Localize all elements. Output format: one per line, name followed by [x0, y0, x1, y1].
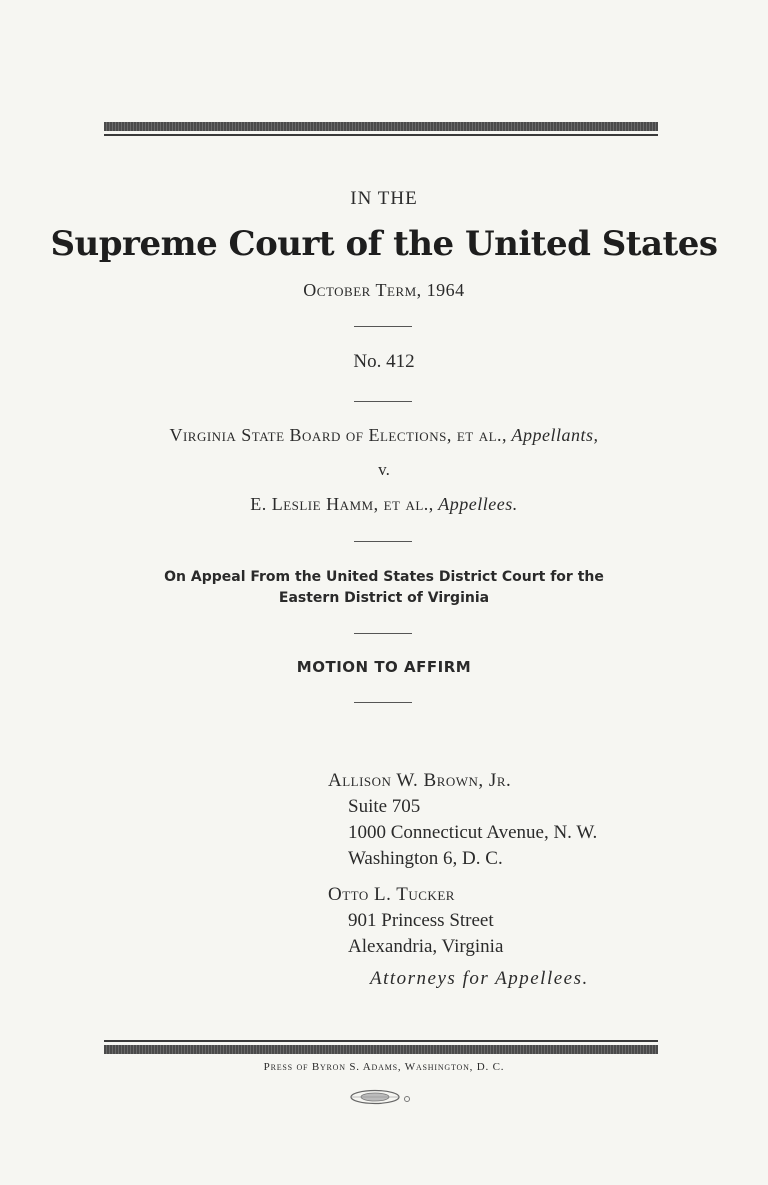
- appeal-line-2: Eastern District of Virginia: [278, 590, 490, 606]
- case-number: No. 412: [353, 351, 415, 372]
- attorney-name: Otto L. Tucker: [328, 884, 455, 905]
- attorney-address-line: 1000 Connecticut Avenue, N. W.: [348, 822, 598, 843]
- top-thick-rule: [104, 122, 658, 131]
- appeal-line-1: On Appeal From the United States District Court for the: [164, 569, 604, 585]
- union-label-icon: [347, 1088, 413, 1108]
- divider-rule: [354, 326, 412, 327]
- divider-rule: [354, 541, 412, 542]
- attorney-address-line: 901 Princess Street: [348, 910, 494, 931]
- attorney-address-line: Suite 705: [348, 796, 421, 817]
- term-line: October Term, 1964: [303, 280, 465, 300]
- appellants-line: [0, 425, 768, 446]
- attorney-name: Allison W. Brown, Jr.: [328, 770, 512, 791]
- attorneys-block: [328, 768, 597, 992]
- press-imprint: Press of Byron S. Adams, Washington, D. C.: [263, 1061, 505, 1073]
- divider-rule: [354, 702, 412, 703]
- bottom-thick-rule: [104, 1045, 658, 1054]
- attorneys-role: Attorneys for Appellees.: [370, 968, 589, 989]
- appellants-name: Virginia State Board of Elections, et al.,: [169, 425, 508, 445]
- appellees-role: Appellees.: [438, 494, 518, 514]
- bottom-thin-rule: [104, 1040, 658, 1042]
- appellees-name: E. Leslie Hamm, et al.,: [250, 494, 434, 514]
- in-the-heading: IN THE: [350, 188, 418, 209]
- versus: v.: [378, 460, 390, 479]
- divider-rule: [354, 633, 412, 634]
- attorney-address-line: Washington 6, D. C.: [348, 848, 503, 869]
- divider-rule: [354, 401, 412, 402]
- attorney-address-line: Alexandria, Virginia: [348, 936, 504, 957]
- appeal-statement: [0, 567, 768, 609]
- appellees-line: [0, 494, 768, 515]
- appellants-role: Appellants,: [511, 425, 599, 445]
- court-name-title: Supreme Court of the United States: [50, 224, 718, 264]
- document-title: MOTION TO AFFIRM: [296, 658, 472, 676]
- top-thin-rule: [104, 134, 658, 136]
